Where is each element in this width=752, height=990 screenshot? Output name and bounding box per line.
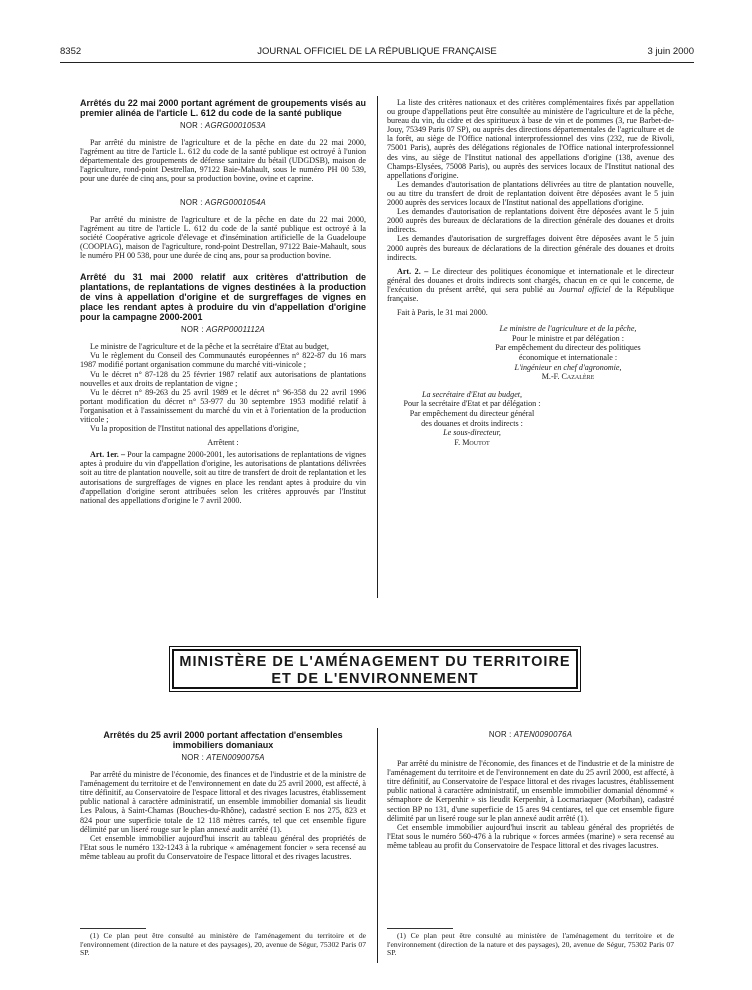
- paragraph: Les demandes d'autorisation de replantations doivent être déposées avant le 5 juin 2000 auprès des bureaux de déclarations de la direction générale des douanes et droits indirects.: [387, 207, 674, 235]
- arretent-heading: Arrêtent :: [207, 438, 239, 448]
- nor-reference: NOR : AGRP0001112A: [181, 325, 265, 335]
- paragraph: Cet ensemble immobilier aujourd'hui inscrit au tableau général des propriétés de l'Etat sous le numéro 560-476 à la rubrique « forces armées (marine) » sera recensé au même tableau au profit du Conservatoire de l'espace littoral et des rivages lacustres.: [387, 822, 674, 850]
- article-title-affectation: Arrêtés du 25 avril 2000 portant affectation d'ensembles immobiliers domaniaux: [103, 730, 343, 750]
- column-divider-top: [377, 96, 378, 598]
- paragraph: Par arrêté du ministre de l'économie, des finances et de l'industrie et de la ministre de l'aménagement du territoire et de l'environnement en date du 25 avril 2000, est affecté, à titre définitif, au Conservatoire de l'espace littoral et des rivages lacustres, établissement public national à caractère administratif, un ensemble immobilier domanial sis lieudit Les Palous, à Saint-Chamas (Bouches-du-Rhône), cadastré section E nos 275, 823 et 824 pour une superficie totale de 12 118 mètres carrés, tel que cet ensemble figure délimité par un liseré rouge sur le plan annexé audit arrêté (1).: [80, 770, 366, 834]
- ministry-heading-box: [172, 649, 578, 689]
- ministry-line-1: MINISTÈRE DE L'AMÉNAGEMENT DU TERRITOIRE: [179, 654, 571, 670]
- page-number: 8352: [60, 46, 82, 57]
- ministry-line-2: ET DE L'ENVIRONNEMENT: [271, 671, 479, 687]
- left-column-top: [80, 98, 366, 505]
- journal-title: JOURNAL OFFICIEL DE LA RÉPUBLIQUE FRANÇAISE: [257, 46, 497, 57]
- footnote-right: (1) Ce plan peut être consulté au ministère de l'aménagement du territoire et de l'environnement (direction de la nature et des paysages), 20, avenue de Ségur, 75302 Paris 07 SP.: [387, 931, 674, 958]
- paragraph: Par arrêté du ministre de l'agriculture et de la pêche en date du 22 mai 2000, l'agrément au titre de l'article L. 612 du code de la santé publique est octroyé à l'union départementale des groupements de défense sanitaire du bétail (UDGDSB), maison de l'agriculture, rond-point Destrellan, 97122 Baie-Mahault, sous le numéro PH 00 539, pour une durée de cinq ans, pour sa production bovine, ovine et caprine.: [80, 138, 366, 184]
- paragraph: Cet ensemble immobilier aujourd'hui inscrit au tableau général des propriétés de l'Etat sous le numéro 132-1243 à la rubrique « aménagement foncier » sera recensé au même tableau au profit du Conservatoire de l'espace littoral et des rivages lacustres.: [80, 833, 366, 861]
- issue-date: 3 juin 2000: [647, 46, 694, 57]
- nor-reference: NOR : AGRG0001054A: [180, 197, 266, 207]
- paragraph: La liste des critères nationaux et des critères complémentaires fixés par appellation ou groupe d'appellations peut être consultée au ministère de l'agriculture et de la pêche, bureau du vin, du cidre et des spiritueux à base de vin et de pommes (3, rue Barbet-de-Jouy, 75349 Paris 07 SP), ou auprès des directions départementales de l'agriculture et de la forêt, au siège de l'Office national interprofessionnel des vins (232, rue de Rivoli, 75001 Paris), auprès des délégations régionales de l'Office national interprofessionnel des vins, au siège de l'Institut national des appellations d'origine (138, avenue des Champs-Elysées, 75008 Paris), ou auprès des services locaux de l'Institut national des appellations d'origine.: [387, 98, 674, 180]
- paragraph: Les demandes d'autorisation de plantations délivrées au titre de plantation nouvelle, ou au titre du transfert de droit de replantation doivent être déposées avant le 5 juin 2000 auprès des services locaux de l'Institut national des appellations d'origine.: [387, 179, 674, 208]
- signature-minister: Le ministre de l'agriculture et de la pêche, Pour le ministre et par délégation : Par empêchement du directeur des politiques économique et internationale : L'ingénieur en chef d'agronomie, M.-F. Cazalère: [495, 324, 641, 382]
- column-divider-bottom: [377, 728, 378, 963]
- article-title-agrement: Arrêtés du 22 mai 2000 portant agrément de groupements visés au premier alinéa de l'article L. 612 du code de la santé publique: [80, 98, 366, 118]
- footnote-left: (1) Ce plan peut être consulté au ministère de l'aménagement du territoire et de l'environnement (direction de la nature et des paysages), 20, avenue de Ségur, 75302 Paris 07 SP.: [80, 931, 366, 958]
- paragraph: Par arrêté du ministre de l'économie, des finances et de l'industrie et de la ministre de l'aménagement du territoire et de l'environnement en date du 25 avril 2000, est affecté, à titre définitif, au Conservatoire de l'espace littoral et des rivages lacustres, établissement public national à caractère administratif, un ensemble immobilier domanial dénommé « sémaphore de Kerpenhir » sis lieudit Kerpenhir, à Locmariaquer (Morbihan), cadastré section BP no 131, d'une superficie de 15 ares 94 centiares, tel que cet ensemble figure délimité par un liseré rouge sur le plan annexé audit arrêté (1).: [387, 759, 674, 823]
- paragraph: Vu le décret n° 87-128 du 25 février 1987 relatif aux autorisations de plantations nouvelles et aux droits de replantation de vigne ;: [80, 369, 366, 388]
- paragraph: Par arrêté du ministre de l'agriculture et de la pêche en date du 22 mai 2000, l'agrément au titre de l'article L. 612 du code de la santé publique est octroyé à la société Coopérative agricole d'élevage et d'insémination artificielle de la Guadeloupe (COOPIAG), maison de l'agriculture, rond-point Destrellan, 97122 Baie-Mahault, sous le numéro PH 00 538, pour une durée de cinq ans, pour sa production bovine.: [80, 214, 366, 261]
- article-2-paragraph: Art. 2. – Le directeur des politiques économique et internationale et le directeur général des douanes et droits indirects sont chargés, chacun en ce qui le concerne, de l'exécution du présent arrêté, qui sera publié au Journal officiel de la République française.: [387, 266, 674, 303]
- header-rule: [60, 62, 694, 63]
- article-1-paragraph: Art. 1er. – Pour la campagne 2000-2001, les autorisations de replantations de vignes aptes à produire du vin d'appellation d'origine, les autorisations de plantations délivrées soit au titre de plantation nouvelle, soit au titre de transfert de droit de replantation et les autorisations de surgreffages de vignes en place les rendant aptes à produire du vin d'appellation d'origine seront attribuées selon les critères approuvés par l'Institut national des appellations d'origine le 7 avril 2000.: [80, 450, 366, 505]
- article-title-vignes: Arrêté du 31 mai 2000 relatif aux critères d'attribution de plantations, de replantations de vignes destinées à la production de vins à appellation d'origine et de surgreffages de vignes en place les rendant aptes à produire du vin d'appellation d'origine pour la campagne 2000-2001: [80, 272, 366, 323]
- footnote-rule-right: [387, 928, 453, 929]
- fait-line: Fait à Paris, le 31 mai 2000.: [397, 308, 488, 318]
- paragraph: Le ministre de l'agriculture et de la pêche et la secrétaire d'Etat au budget,: [90, 342, 329, 352]
- paragraph: Les demandes d'autorisation de surgreffages doivent être déposées avant le 5 juin 2000 auprès des bureaux de déclarations de la direction générale des douanes et droits indirects.: [387, 234, 674, 262]
- signature-secretary: La secrétaire d'Etat au budget, Pour la secrétaire d'Etat et par délégation : Par empêchement du directeur général des douanes et droits indirects : Le sous-directeur, F. Moutot: [403, 389, 541, 447]
- right-column-bottom: [387, 730, 674, 850]
- right-column-top: [387, 98, 674, 447]
- nor-reference: NOR : ATEN0090076A: [488, 730, 573, 739]
- paragraph: Vu le règlement du Conseil des Communautés européennes n° 822-87 du 16 mars 1987 modifié portant organisation commune du marché viti-vinicole ;: [80, 351, 366, 370]
- paragraph: Vu le décret n° 89-263 du 25 avril 1989 et le décret n° 96-358 du 22 avril 1996 portant modification du décret n° 53-977 du 30 septembre 1953 modifié relatif à l'organisation et à l'assainissement du marché du vin et à l'orientation de la production viticole ;: [80, 387, 366, 424]
- footnote-rule-left: [80, 928, 146, 929]
- paragraph: Vu la proposition de l'Institut national des appellations d'origine,: [90, 424, 300, 434]
- left-column-bottom: [80, 730, 366, 861]
- nor-reference: NOR : AGRG0001053A: [180, 121, 266, 130]
- running-header: [60, 46, 694, 60]
- nor-reference: NOR : ATEN0090075A: [181, 753, 265, 762]
